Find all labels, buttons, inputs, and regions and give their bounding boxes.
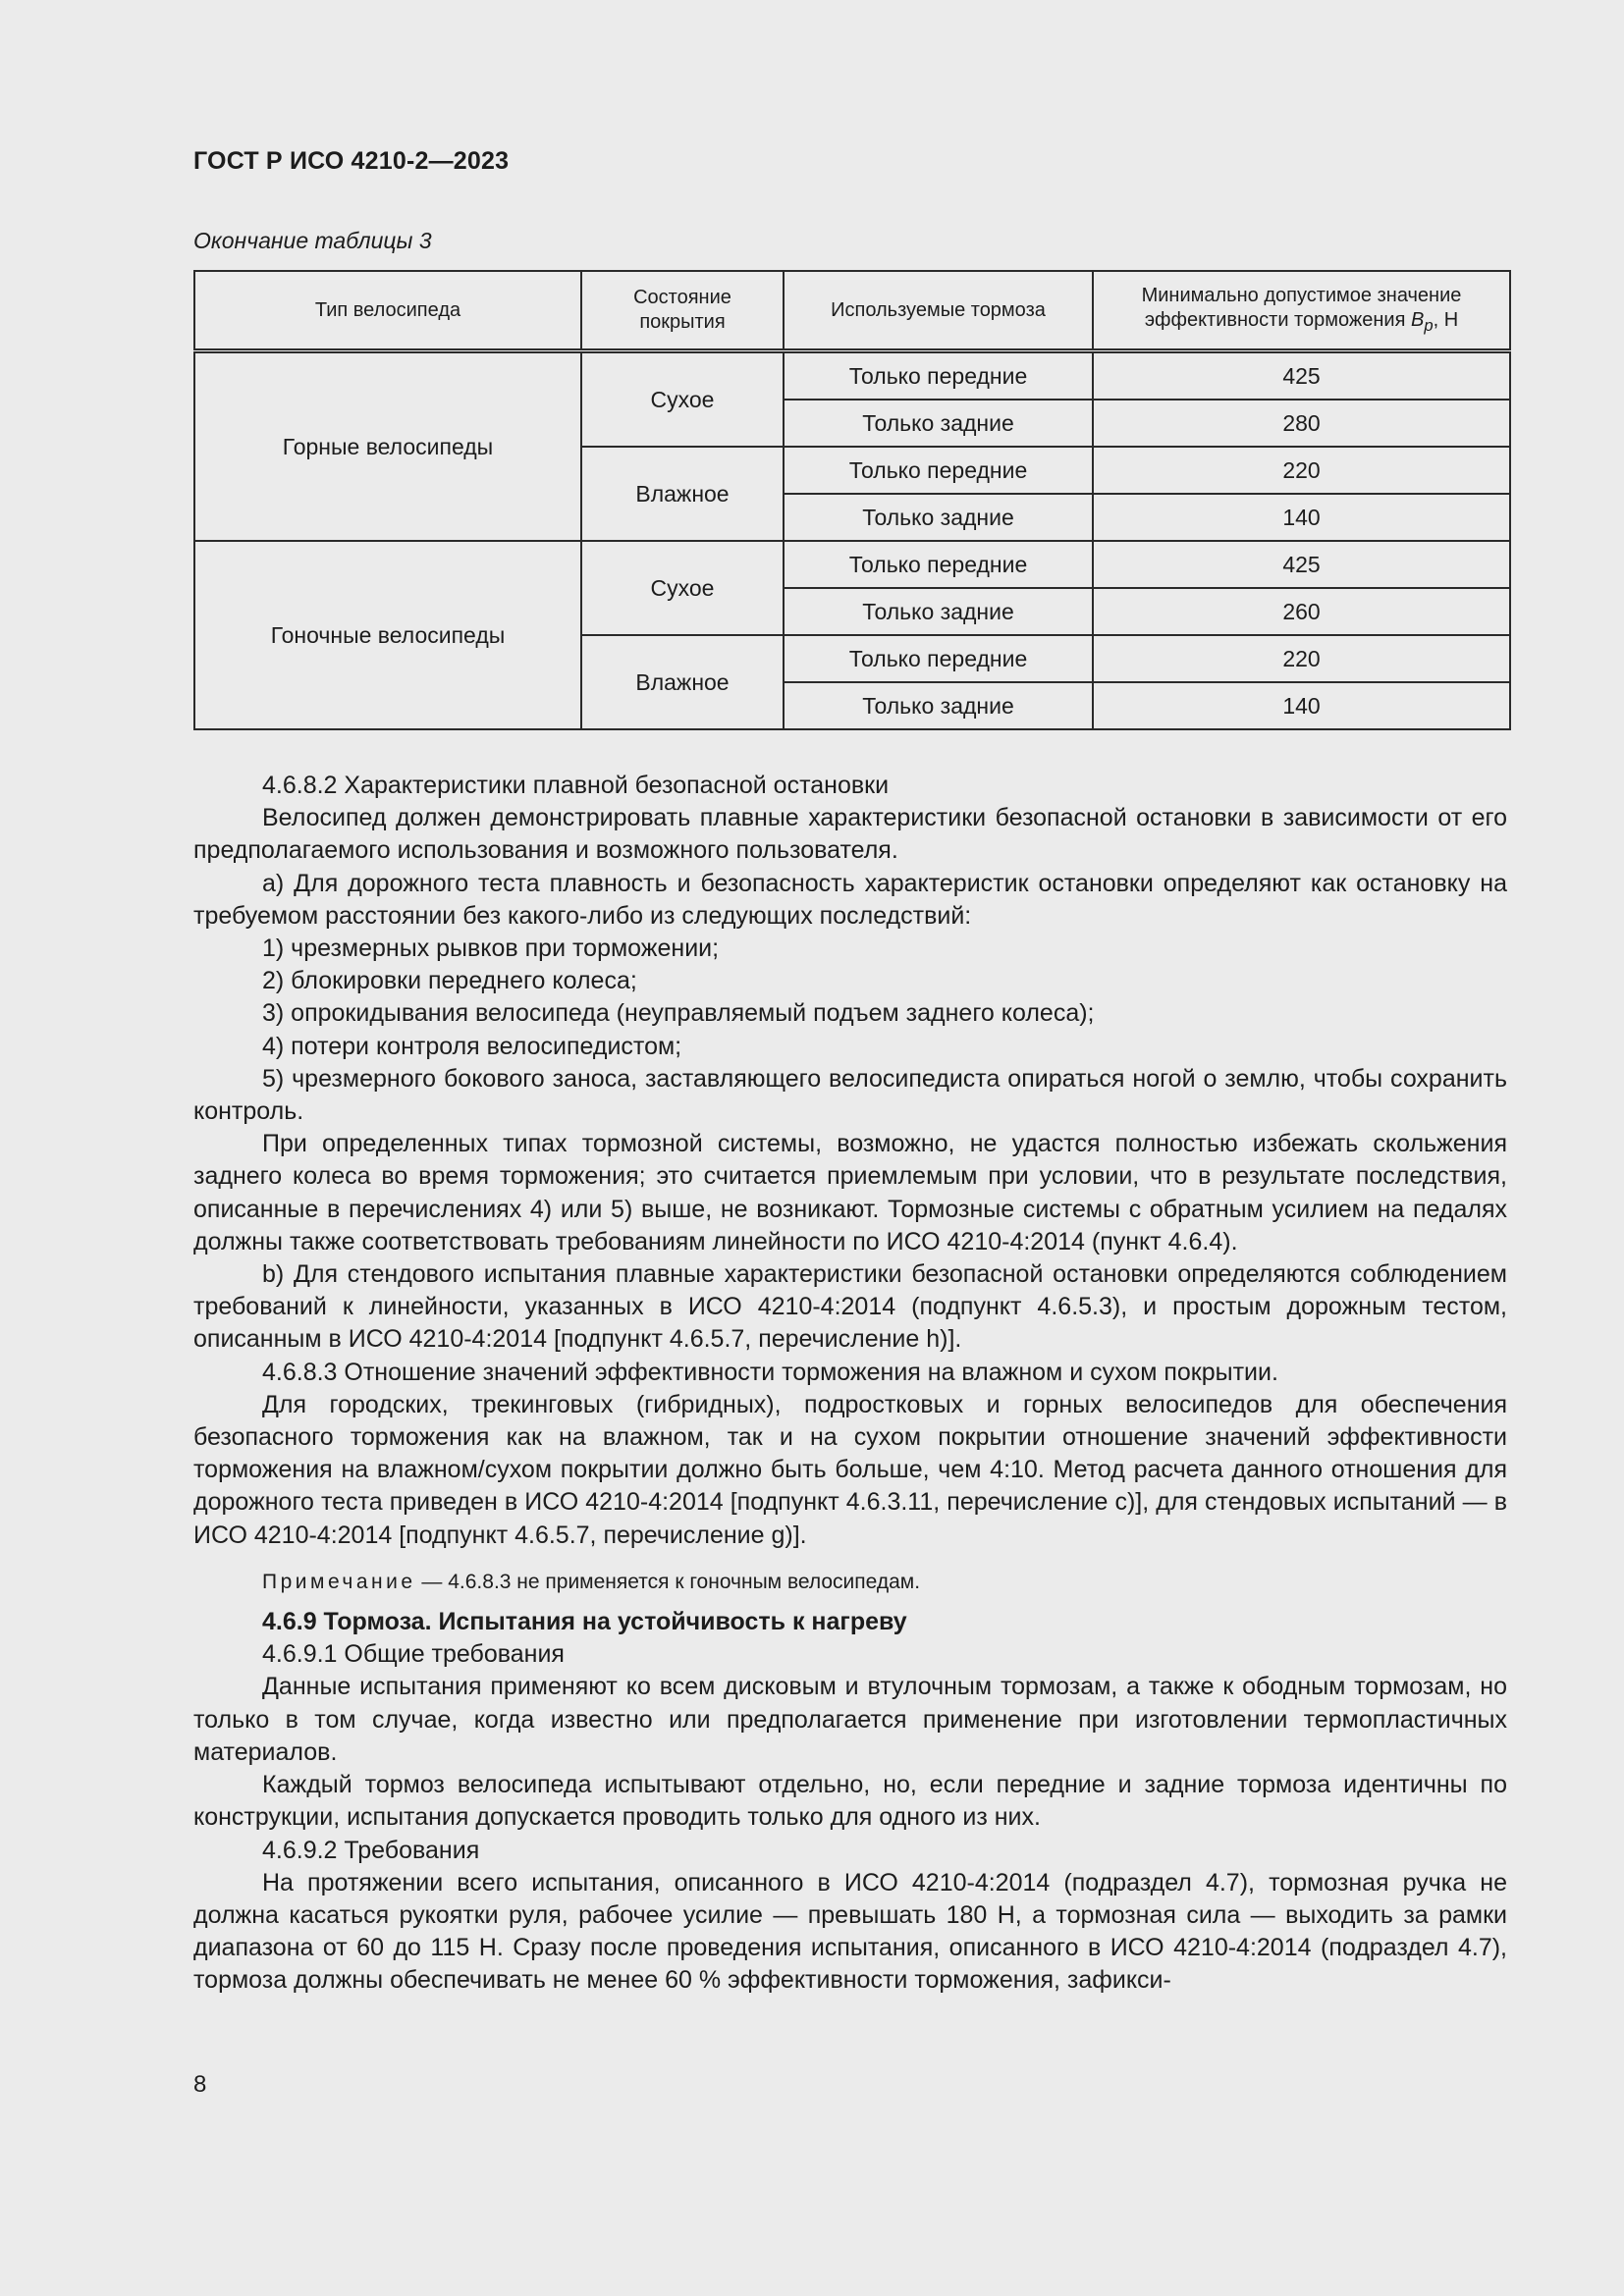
list-item-3: 3) опрокидывания велосипеда (неуправляемый подъем заднего колеса);	[262, 999, 1095, 1028]
cell-value: 220	[1093, 635, 1510, 682]
cell-value: 425	[1093, 351, 1510, 400]
list-item-2: 2) блокировки переднего колеса;	[262, 967, 637, 995]
cell-bike-type: Горные велосипеды	[194, 351, 581, 542]
clause-heading-4-6-9-1: 4.6.9.1 Общие требования	[262, 1640, 565, 1669]
cell-value: 260	[1093, 588, 1510, 635]
cell-surface: Влажное	[581, 635, 784, 729]
paragraph: Для городских, трекинговых (гибридных), подростковых и горных велосипедов для обеспечения безопасного торможения как на влажном, так и на сухом покрытии отношение значений эффективности торможения на влажном/сухом покрытии должно быть больше, чем 4:10. Метод расчета данного отношения для дорожного теста приведен в ИСО 4210-4:2014 [подпункт 4.6.3.11, перечисление с)], для стендовых испытаний — в ИСО 4210-4:2014 [подпункт 4.6.5.7, перечисление g)].	[193, 1390, 1507, 1549]
standard-header: ГОСТ Р ИСО 4210-2—2023	[193, 147, 510, 175]
paragraph: Данные испытания применяют ко всем дисковым и втулочным тормозам, а также к ободным тормозам, но только в том случае, когда известно или предполагается применение при изготовлении термопластичных материалов.	[193, 1673, 1507, 1766]
col-header-surface: Состояние покрытия	[581, 271, 784, 351]
note	[262, 1566, 1507, 1598]
col-header-brakes: Используемые тормоза	[784, 271, 1093, 351]
cell-brakes: Только задние	[784, 588, 1093, 635]
list-item-4: 4) потери контроля велосипедистом;	[262, 1032, 682, 1060]
cell-surface: Сухое	[581, 541, 784, 635]
note-label: Примечание	[262, 1570, 416, 1593]
list-item-a: а) Для дорожного теста плавность и безопасность характеристик остановки определяют как остановку на требуемом расстоянии без какого-либо из следующих последствий:	[193, 869, 1507, 930]
cell-brakes: Только передние	[784, 541, 1093, 588]
symbol-b: B	[1411, 308, 1425, 331]
unit-suffix: , Н	[1433, 308, 1459, 331]
cell-value: 140	[1093, 682, 1510, 729]
cell-surface: Сухое	[581, 351, 784, 448]
paragraph: Каждый тормоз велосипеда испытывают отдельно, но, если передние и задние тормоза идентичны по конструкции, испытания допускается проводить только для одного из них.	[193, 1771, 1507, 1832]
cell-bike-type: Гоночные велосипеды	[194, 541, 581, 729]
cell-value: 140	[1093, 494, 1510, 541]
cell-brakes: Только задние	[784, 494, 1093, 541]
cell-surface: Влажное	[581, 447, 784, 541]
section-heading-4-6-9: 4.6.9 Тормоза. Испытания на устойчивость к нагреву	[262, 1608, 907, 1636]
cell-brakes: Только задние	[784, 400, 1093, 447]
page-number: 8	[193, 2071, 207, 2098]
note-text: — 4.6.8.3 не применяется к гоночным велосипедам.	[415, 1570, 921, 1593]
cell-value: 280	[1093, 400, 1510, 447]
clause-heading-4-6-8-2: 4.6.8.2 Характеристики плавной безопасной остановки	[262, 772, 890, 799]
cell-value: 220	[1093, 447, 1510, 494]
table-caption: Окончание таблицы 3	[193, 228, 432, 253]
table-header-row	[194, 271, 1510, 351]
body-text	[193, 770, 1507, 1998]
col-header-min-efficiency	[1093, 271, 1510, 351]
brake-efficiency-table	[193, 270, 1511, 730]
cell-value: 425	[1093, 541, 1510, 588]
table-row	[194, 351, 1510, 400]
paragraph: При определенных типах тормозной системы, возможно, не удастся полностью избежать скольжения заднего колеса во время торможения; это считается приемлемым при условии, что в результате последствия, описанные в перечислениях 4) или 5) выше, не возникают. Тормозные системы с обратным усилием на педалях должны также соответствовать требованиям линейности по ИСО 4210-4:2014 (пункт 4.6.4).	[193, 1130, 1507, 1255]
list-item-1: 1) чрезмерных рывков при торможении;	[262, 934, 720, 963]
table-row	[194, 541, 1510, 588]
paragraph: Велосипед должен демонстрировать плавные характеристики безопасной остановки в зависимости от его предполагаемого использования и возможного пользователя.	[193, 804, 1507, 865]
col-header-min-efficiency-text: Минимально допустимое значение эффективности торможения	[1141, 284, 1462, 331]
clause-heading-4-6-8-3: 4.6.8.3 Отношение значений эффективности торможения на влажном и сухом покрытии.	[262, 1358, 1278, 1386]
clause-heading-4-6-9-2: 4.6.9.2 Требования	[262, 1836, 480, 1864]
brake-table-wrapper	[193, 270, 1511, 730]
symbol-p-subscript: p	[1424, 315, 1434, 335]
paragraph: На протяжении всего испытания, описанного в ИСО 4210-4:2014 (подраздел 4.7), тормозная ручка не должна касаться рукоятки руля, рабочее усилие — превышать 180 Н, а тормозная сила — выходить за рамки диапазона от 60 до 115 Н. Сразу после проведения испытания, описанного в ИСО 4210-4:2014 (подраздел 4.7), тормоза должны обеспечивать не менее 60 % эффективности торможения, зафикси-	[193, 1868, 1507, 1995]
col-header-bike-type: Тип велосипеда	[194, 271, 581, 351]
cell-brakes: Только передние	[784, 351, 1093, 400]
list-item-5: 5) чрезмерного бокового заноса, заставляющего велосипедиста опираться ногой о землю, чтобы сохранить контроль.	[193, 1064, 1507, 1126]
cell-brakes: Только передние	[784, 635, 1093, 682]
cell-brakes: Только задние	[784, 682, 1093, 729]
cell-brakes: Только передние	[784, 447, 1093, 494]
list-item-b: b) Для стендового испытания плавные характеристики безопасной остановки определяются соблюдением требований к линейности, указанных в ИСО 4210-4:2014 (подпункт 4.6.5.3), и простым дорожным тестом, описанным в ИСО 4210-4:2014 [подпункт 4.6.5.7, перечисление h)].	[193, 1260, 1507, 1354]
